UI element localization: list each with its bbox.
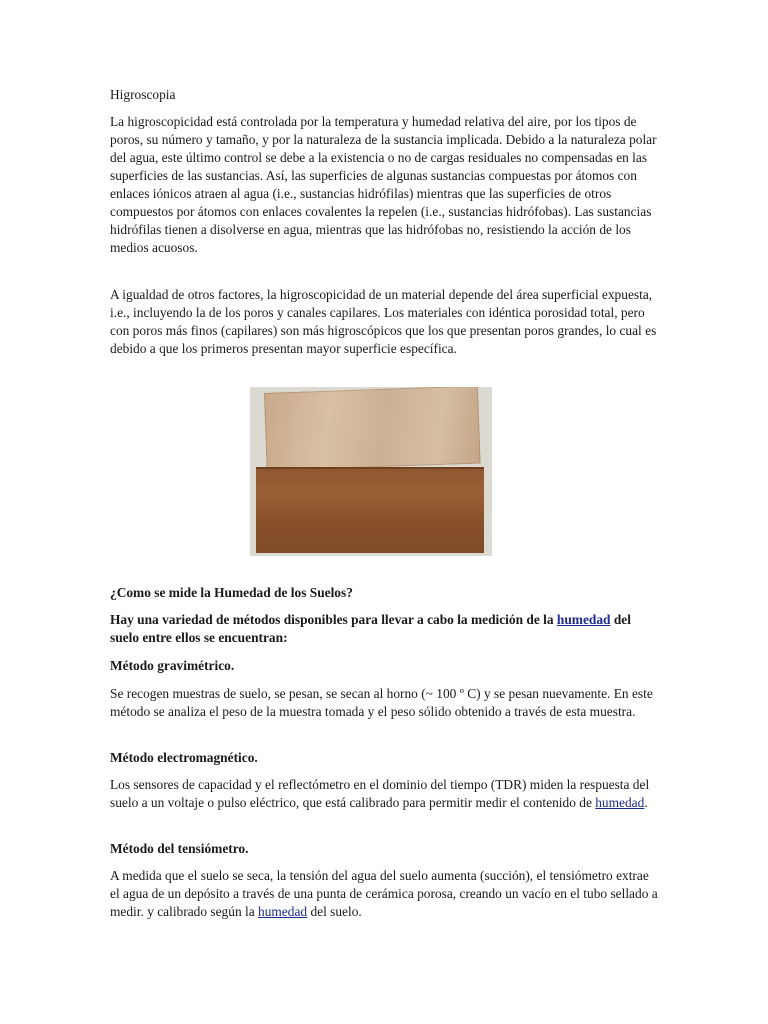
methods-intro — [110, 611, 658, 647]
gravimetric-heading: Método gravimétrico. — [110, 658, 235, 673]
methods-intro-text: Hay una variedad de métodos disponibles para llevar a cabo la medición de la — [110, 612, 557, 627]
humedad-link-2[interactable]: humedad — [595, 795, 645, 810]
electromagnetic-heading: Método electromagnético. — [110, 750, 258, 765]
paragraph-hygroscopicity: La higroscopicidad está controlada por la temperatura y humedad relativa del aire, por los tipos de poros, su número y tamaño, y por la naturaleza de la sustancia implicada. Debido a la naturaleza polar del agua, este último control se debe a la existencia o no de cargas residuales no compensadas en las superficies de las sustancias. Así, las superficies de algunas sustancias compuestas por átomos con enlaces iónicos atraen al agua (i.e., sustancias hidrófilas) mientras que las superficies de otros compuestos por átomos con enlaces covalentes la repelen (i.e., sustancias hidrófobas). Las sustancias hidrófilas tienen a disolverse en agua, mientras que las hidrófobas no, resistiendo la acción de los medios acuosos. — [110, 114, 657, 255]
electromagnetic-paragraph — [110, 776, 658, 812]
gravimetric-text: Se recogen muestras de suelo, se pesan, se secan al horno (~ 100 º C) y se pesan nuevamente. En este método se analiza el peso de la muestra tomada y el peso sólido obtenido a través de esta muestra. — [110, 686, 653, 719]
humedad-link-3[interactable]: humedad — [258, 904, 308, 919]
wet-wood-block — [256, 467, 484, 553]
tensiometer-text: A medida que el suelo se seca, la tensión del agua del suelo aumenta (succión), el tensiómetro extrae el agua de un depósito a través de una punta de cerámica porosa, creando un vacío en el tubo sellado a medir. y calibrado según la — [110, 868, 658, 919]
question-heading: ¿Como se mide la Humedad de los Suelos? — [110, 585, 353, 600]
electromagnetic-text: Los sensores de capacidad y el reflectómetro en el dominio del tiempo (TDR) miden la respuesta del suelo a un voltaje o pulso eléctrico, que está calibrado para permitir medir el contenido de — [110, 777, 650, 810]
tensiometer-tail: del suelo. — [307, 904, 362, 919]
tensiometer-heading: Método del tensiómetro. — [110, 841, 249, 856]
methods-intro-tail: del suelo entre ellos se encuentran: — [110, 612, 631, 645]
paragraph-surface-area: A igualdad de otros factores, la higroscopicidad de un material depende del área superficial expuesta, i.e., incluyendo la de los poros y canales capilares. Los materiales con idéntica porosidad total, pero con poros más finos (capilares) son más higroscópicos que los que presentan poros grandes, lo cual es debido a que los primeros presentan mayor superficie específica. — [110, 287, 657, 356]
wood-samples-photo — [250, 387, 492, 556]
humedad-link-1[interactable]: humedad — [556, 612, 611, 627]
tensiometer-paragraph — [110, 867, 658, 921]
electromagnetic-tail: . — [644, 795, 648, 810]
dry-wood-block — [264, 387, 481, 471]
section-title: Higroscopia — [110, 87, 176, 102]
